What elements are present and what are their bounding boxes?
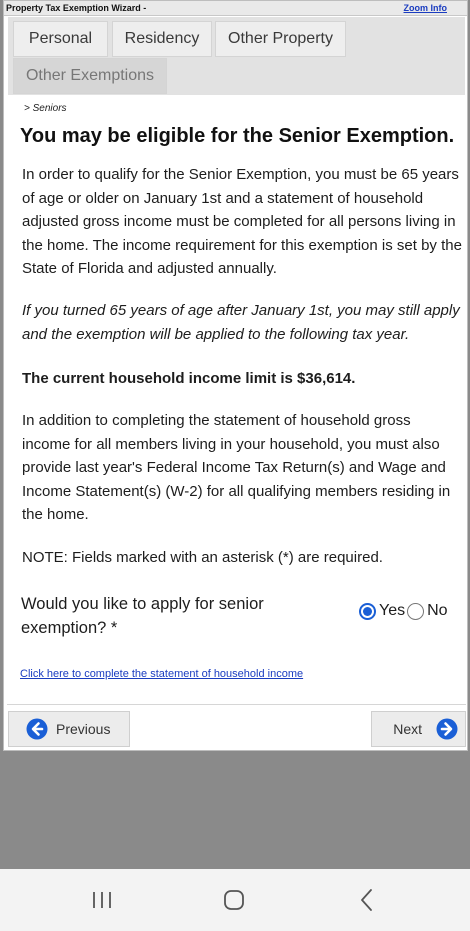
yes-radio[interactable] xyxy=(359,603,376,620)
arrow-right-circle-icon xyxy=(436,718,458,740)
breadcrumb: > Seniors xyxy=(24,103,67,114)
back-icon[interactable] xyxy=(352,885,382,915)
wizard-panel xyxy=(3,0,468,751)
no-radio[interactable] xyxy=(407,603,424,620)
income-limit-text: The current household income limit is $36,614. xyxy=(22,370,356,387)
previous-button-label: Previous xyxy=(56,721,111,737)
apply-question-label: Would you like to apply for senior exemption? * xyxy=(21,595,264,637)
arrow-left-circle-icon xyxy=(26,718,48,740)
household-income-link[interactable]: Click here to complete the statement of household income xyxy=(20,668,304,680)
late-birthday-note: If you turned 65 years of age after January 1st, you may still apply and the exemption will be applied to the following tax year. xyxy=(22,302,460,343)
previous-button[interactable] xyxy=(8,711,130,747)
home-icon[interactable] xyxy=(219,885,249,915)
documents-paragraph: In addition to completing the statement of household gross income for all members living in your household, you must also provide last year's Federal Income Tax Return(s) and Wage and Income Statement(s) (W-2) for all qualifying members residing in the home. xyxy=(22,412,451,523)
window-title: Property Tax Exemption Wizard - xyxy=(6,3,147,13)
tab-residency[interactable]: Residency xyxy=(112,21,212,57)
android-nav-bar xyxy=(0,869,470,931)
zoom-info-link[interactable]: Zoom Info xyxy=(403,3,447,13)
tab-other-exemptions[interactable]: Other Exemptions xyxy=(13,58,167,94)
tab-bar xyxy=(8,17,465,95)
page-title: You may be eligible for the Senior Exemption. xyxy=(20,125,455,147)
title-bar xyxy=(4,1,467,16)
divider xyxy=(7,704,466,705)
yes-radio-label[interactable]: Yes xyxy=(379,602,406,619)
recent-apps-icon[interactable] xyxy=(87,885,117,915)
next-button-label: Next xyxy=(393,721,422,737)
qualification-paragraph: In order to qualify for the Senior Exemption, you must be 65 years of age or older on January 1st and a statement of household adjusted gross income must be completed for all persons living in the home. The income requirement for this exemption is set by the State of Florida and adjusted annually. xyxy=(22,166,462,277)
no-radio-label[interactable]: No xyxy=(427,602,448,619)
apply-radio-group xyxy=(359,602,450,620)
tab-personal[interactable]: Personal xyxy=(13,21,108,57)
tab-other-property[interactable]: Other Property xyxy=(215,21,346,57)
required-fields-note: NOTE: Fields marked with an asterisk (*) are required. xyxy=(22,549,383,566)
next-button[interactable] xyxy=(371,711,466,747)
